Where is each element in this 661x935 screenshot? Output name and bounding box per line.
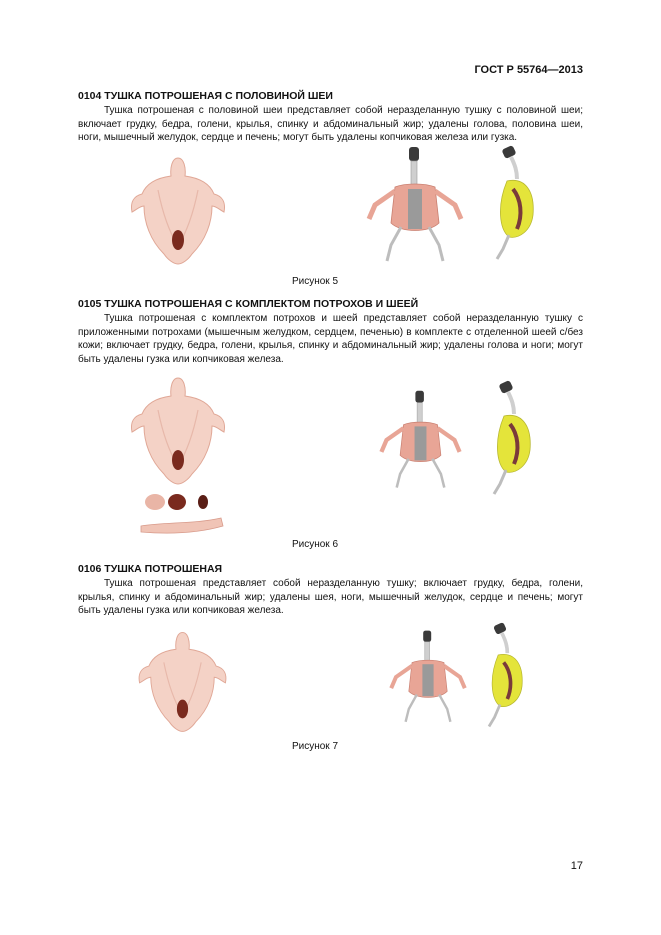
figure-7-photo [130, 625, 235, 737]
figure-7-side-diagram [478, 622, 533, 732]
figure-6-side-diagram [482, 375, 542, 505]
section-0106 [78, 563, 583, 618]
section-0105 [78, 298, 583, 366]
section-text: Тушка потрошеная с комплектом потрохов и шеей представляет собой неразделанную тушку с приложенными потрохами (мышечным желудком, сердцем, печенью) в комплекте с отделенной шеей с/без кожи; включает грудку, бедра, голени, крылья, спинку и абдоминальный жир; удалены голова и ноги; могут быть удалены гузка или копчиковая железа. [78, 313, 583, 365]
figure-5-skeleton-diagram [365, 145, 465, 265]
figure-5-side-diagram [485, 145, 545, 265]
figure-7-skeleton-diagram [388, 622, 468, 732]
section-heading: 0104 ТУШКА ПОТРОШЕНАЯ С ПОЛОВИНОЙ ШЕИ [78, 90, 333, 102]
figure-6-giblets-photo [135, 492, 230, 538]
standard-header: ГОСТ Р 55764—2013 [474, 64, 583, 76]
figure-5-photo [128, 150, 228, 270]
section-0104 [78, 90, 583, 145]
section-text: Тушка потрошеная с половиной шеи представляет собой неразделанную тушку с половиной шеи; включает грудку, бедра, голени, крылья, спинку и абдоминальный жир; удалены голова, половина шеи, ноги, мышечный желудок, сердце и печень; могут быть удалены копчиковая железа или гузка. [78, 105, 583, 143]
figure-6-skeleton-diagram [378, 375, 463, 505]
figure-6-caption: Рисунок 6 [291, 539, 339, 550]
section-text: Тушка потрошеная представляет собой неразделанную тушку; включает грудку, бедра, голени, крылья, спинку и абдоминальный жир; удалены шея, ноги, мышечный желудок, сердце и печень; могут быть удалены гузка или копчиковая железа. [78, 578, 583, 616]
figure-6-photo [128, 370, 228, 490]
figure-7-caption: Рисунок 7 [291, 741, 339, 752]
section-heading: 0106 ТУШКА ПОТРОШЕНАЯ [78, 563, 223, 575]
figure-5-caption: Рисунок 5 [291, 276, 339, 287]
page-number: 17 [570, 860, 583, 872]
section-heading: 0105 ТУШКА ПОТРОШЕНАЯ С КОМПЛЕКТОМ ПОТРОХОВ И ШЕЕЙ [78, 298, 419, 310]
